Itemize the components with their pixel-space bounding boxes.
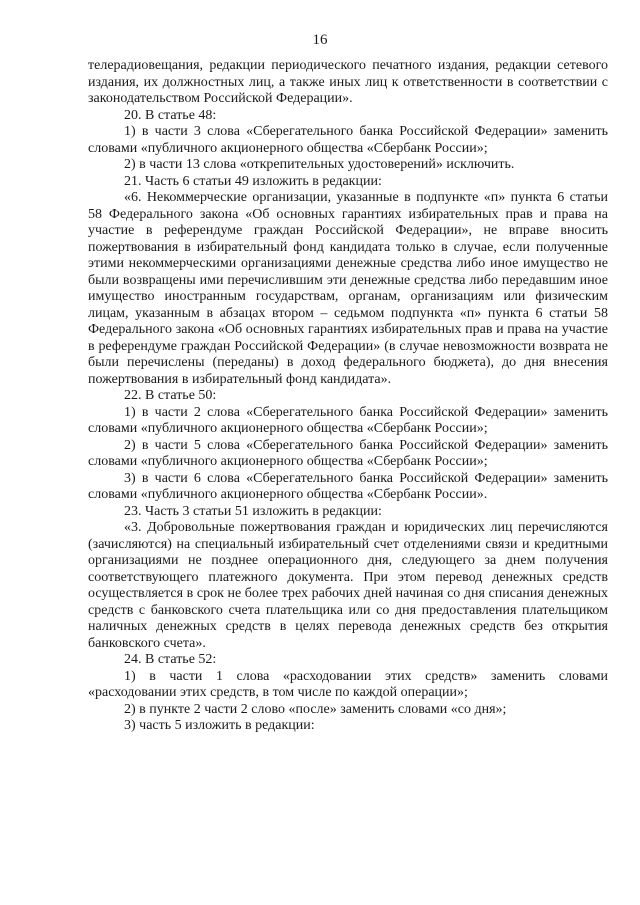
document-body	[88, 58, 608, 735]
paragraph: 21. Часть 6 статьи 49 изложить в редакции:	[124, 173, 382, 189]
paragraph: 1) в части 3 слова «Сберегательного банка Российской Федерации» заменить словами «публичного акционерного общества «Сбербанк России»;	[88, 124, 608, 156]
paragraph: 23. Часть 3 статьи 51 изложить в редакции:	[124, 503, 382, 519]
paragraph: 22. В статье 50:	[124, 388, 217, 403]
paragraph: 2) в части 13 слова «открепительных удостоверений» исключить.	[124, 157, 515, 172]
paragraph: 2) в части 5 слова «Сберегательного банка Российской Федерации» заменить словами «публичного акционерного общества «Сбербанк России»;	[88, 437, 608, 469]
paragraph: 20. В статье 48:	[124, 107, 217, 123]
paragraph: 3) в части 6 слова «Сберегательного банка Российской Федерации» заменить словами «публичного акционерного общества «Сбербанк России».	[88, 470, 608, 502]
paragraph: 2) в пункте 2 части 2 слово «после» заменить словами «со дня»;	[124, 701, 507, 717]
paragraph: «6. Некоммерческие организации, указанные в подпункте «п» пункта 6 статьи 58 Федерального закона «Об основных гарантиях избирательных прав и права на участие в референдуме граждан Российской Федерации», не вправе вносить пожертвования в избирательный фонд кандидата только в случае, если полученные этими некоммерческими организациями денежные средства либо иное имущество не были возвращены ими перечислившим эти денежные средства либо передавшим иное имущество иностранным государствам, органам, организациям или физическим лицам, указанным в абзацах втором – седьмом подпункта «п» пункта 6 статьи 58 Федерального закона «Об основных гарантиях избирательных прав и права на участие в референдуме граждан Российской Федерации» (в случае невозможности возврата не были перечислены (переданы) в доход федерального бюджета), до дня внесения пожертвования в избирательный фонд кандидата».	[88, 190, 608, 387]
paragraph: телерадиовещания, редакции периодического печатного издания, редакции сетевого издания, их должностных лиц, а также иных лиц к ответственности в соответствии с законодательством Российской Федерации».	[88, 58, 608, 106]
paragraph: 1) в части 1 слова «расходовании этих средств» заменить словами «расходовании этих средств, в том числе по каждой операции»;	[88, 668, 608, 700]
paragraph: 3) часть 5 изложить в редакции:	[124, 718, 315, 733]
page-number: 16	[312, 32, 328, 48]
paragraph: 24. В статье 52:	[124, 652, 217, 667]
paragraph: 1) в части 2 слова «Сберегательного банка Российской Федерации» заменить словами «публичного акционерного общества «Сбербанк России»;	[88, 404, 608, 436]
paragraph: «3. Добровольные пожертвования граждан и юридических лиц перечисляются (зачисляются) на специальный избирательный счет отделениями связи и кредитными организациями не позднее операционного дня, следующего за днем получения соответствующего платежного документа. При этом перевод денежных средств осуществляется в срок не более трех рабочих дней начиная со дня списания денежных средств с банковского счета плательщика или со дня предоставления плательщиком наличных денежных средств в целях перевода денежных средств без открытия банковского счета».	[88, 520, 608, 651]
